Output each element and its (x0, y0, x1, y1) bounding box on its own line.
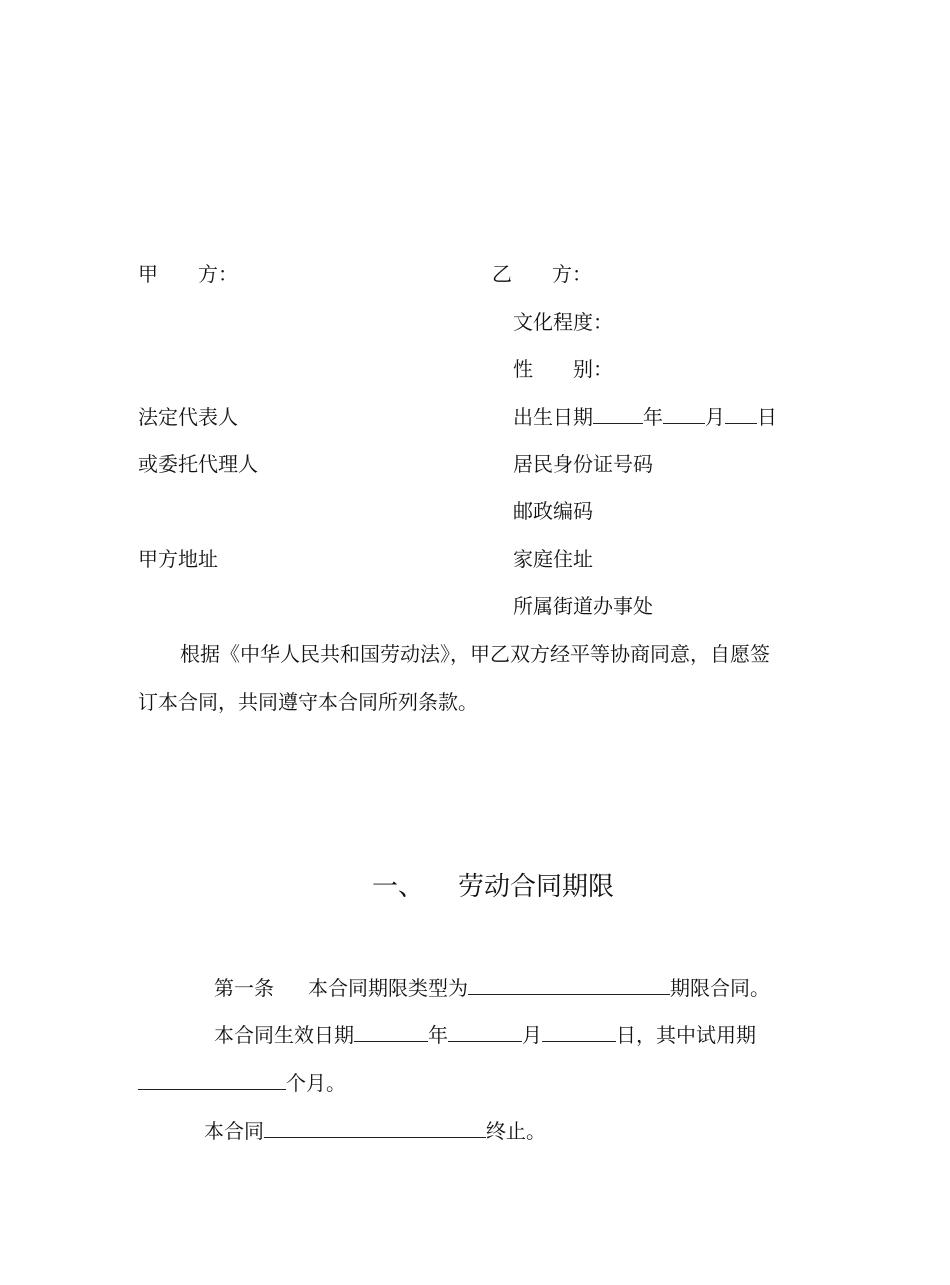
id-number-label: 居民身份证号码 (513, 452, 653, 476)
gender-label: 性 别： (513, 357, 613, 381)
legal-representative-label: 法定代表人 (138, 405, 238, 429)
party-a-label: 甲 方： (138, 262, 238, 286)
birth-date-line (513, 405, 777, 429)
education-label: 文化程度： (513, 310, 613, 334)
birth-month-blank[interactable] (663, 405, 705, 424)
effective-date-label: 本合同生效日期 (214, 1023, 354, 1047)
probation-line (138, 1071, 346, 1095)
postal-code-label: 邮政编码 (513, 499, 593, 523)
preamble-line-1: 根据《中华人民共和国劳动法》，甲乙双方经平等协商同意，自愿签 (180, 642, 770, 666)
party-a-address-label: 甲方地址 (138, 547, 218, 571)
section-title: 劳动合同期限 (458, 872, 615, 902)
effective-month-label: 月 (522, 1023, 542, 1047)
termination-label: 本合同 (204, 1119, 264, 1143)
effective-day-label: 日，其中试用期 (616, 1023, 756, 1047)
authorized-agent-label: 或委托代理人 (138, 452, 258, 476)
birth-day-blank[interactable] (725, 405, 757, 424)
preamble-line-2: 订本合同，共同遵守本合同所列条款。 (138, 690, 478, 714)
birth-year-label: 年 (643, 405, 663, 429)
party-b-label: 乙 方： (492, 262, 592, 286)
section-heading (372, 872, 614, 902)
birth-month-label: 月 (705, 405, 725, 429)
subdistrict-office-label: 所属街道办事处 (513, 594, 653, 618)
termination-blank[interactable] (264, 1119, 486, 1138)
birth-date-label: 出生日期 (513, 405, 593, 429)
birth-year-blank[interactable] (593, 405, 643, 424)
article-1-text: 本合同期限类型为 (308, 976, 468, 1000)
effective-month-blank[interactable] (448, 1023, 522, 1042)
probation-months-label: 个月。 (286, 1071, 346, 1095)
contract-type-blank[interactable] (468, 976, 670, 995)
effective-year-blank[interactable] (354, 1023, 428, 1042)
effective-year-label: 年 (428, 1023, 448, 1047)
home-address-label: 家庭住址 (513, 547, 593, 571)
effective-day-blank[interactable] (542, 1023, 616, 1042)
birth-day-label: 日 (757, 405, 777, 429)
termination-suffix: 终止。 (486, 1119, 546, 1143)
article-1-line (214, 976, 770, 1000)
section-number: 一、 (372, 872, 425, 902)
probation-months-blank[interactable] (138, 1071, 286, 1090)
article-1-suffix: 期限合同。 (670, 976, 770, 1000)
termination-line (204, 1119, 546, 1143)
effective-date-line (214, 1023, 756, 1047)
article-1-label: 第一条 (214, 976, 274, 1000)
